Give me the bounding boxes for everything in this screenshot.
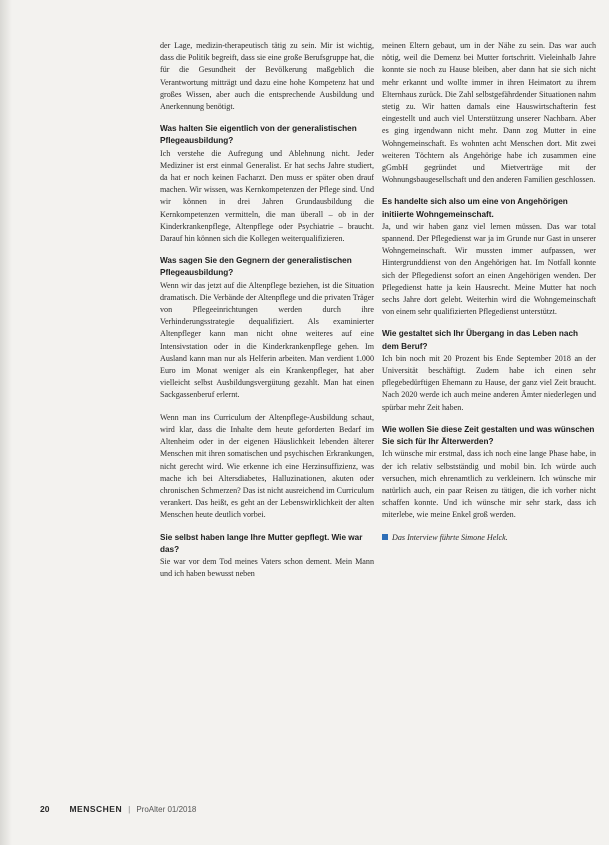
interview-answer: Ich bin noch mit 20 Prozent bis Ende September 2018 an der Universität beschäftigt. Zudem habe ich einen sehr pflegebedürftigen Ehemann zu Hause, der ganz viel Zeit braucht. Nach 2020 werde ich auch meine anderen Ämter niederlegen und spürbar mehr Zeit haben. <box>382 353 596 412</box>
section-name: MENSCHEN <box>69 804 123 814</box>
issue-label: ProAlter 01/2018 <box>136 804 197 814</box>
interview-credit <box>382 532 596 544</box>
paragraph: meinen Eltern gebaut, um in der Nähe zu sein. Das war auch nötig, weil die Demenz bei Mutter fortschritt. Vieleinhalb Jahre konnte sie noch zu Hause bleiben, aber dann hat sie sich nicht mehr erkannt und wollte immer in ihren Heimatort zu ihrem Elternhaus zurück. Die Zahl selbstgefährdender Situationen nahm stetig zu. Wir hatten damals eine Hauswirtschafterin fest eingestellt und auch viel Unterstützung unserer Nachbarn. Aber es ging irgendwann nicht mehr. Dann zog Mutter in eine Wohngemeinschaft. Es wohnten acht Menschen dort. Mit zwei weiteren Töchtern als Angehörige habe ich zusammen eine gGmbH gegründet und Mietverträge mit der Wohnungsbaugesellschaft und den anderen Familien geschlossen. <box>382 41 596 185</box>
interview-answer: Wenn wir das jetzt auf die Altenpflege beziehen, ist die Situation dramatisch. Die Verbände der Altenpflege und die privaten Träger von Pflegeeinrichtungen werden durch ihre Verhinderungsstrategie dequalifiziert. Als examinierter Altenpfleger kann man nicht ohne weiteres auf eine Intensivstation oder in die Kinderkrankenpflege gehen. Im Ausland kann man nur als Helferin arbeiten. Man verdient 1.000 Euro im Monat weniger als ein Krankenpfleger, hat aber vielleicht selbst Ausbildungsvergütung gezahlt. Man hat einen Sackgassenberuf erlernt. <box>160 280 374 400</box>
page-footer <box>40 804 196 814</box>
interview-answer: Ich verstehe die Aufregung und Ablehnung nicht. Jeder Mediziner ist erst einmal Generalist. Er hat sechs Jahre studiert, da hat er noch keinen Facharzt. Den muss er später oben drauf machen. Wir wissen, was Kernkompetenzen der Pflege sind. Und wir können in drei Jahren Grundausbildung die Kernkompetenzen vermitteln, die man überall – ob in der Kinderkrankenpflege, Altenpflege oder Psychiatrie – braucht. Darauf hin können sich die Kollegen weiterqualifizieren. <box>160 148 374 244</box>
interview-question: Wie gestaltet sich Ihr Übergang in das Leben nach dem Beruf? <box>382 329 579 351</box>
interview-question: Was sagen Sie den Gegnern der generalistischen Pflegeausbildung? <box>160 256 352 278</box>
interview-question: Was halten Sie eigentlich von der generalistischen Pflegeausbildung? <box>160 124 357 146</box>
interview-answer: Wenn man ins Curriculum der Altenpflege-Ausbildung schaut, wird klar, dass die Inhalte dem heute geforderten Bedarf im Altenheim oder in der eigenen Häuslichkeit lebenden älterer Menschen mit ihren somatischen und psychischen Erkrankungen, nicht gerecht wird. Wie erkenne ich eine Herzinsuffizienz, was mache ich bei Altersdiabetes, Halluzinationen, akuten oder chronischen Schmerzen? Das ist nicht ausreichend im Curriculum verankert. Das heißt, es geht an der Lebenswirklichkeit der alten Menschen heute deutlich vorbei. <box>160 412 374 520</box>
interview-question: Sie selbst haben lange Ihre Mutter gepflegt. Wie war das? <box>160 532 363 554</box>
footer-separator: | <box>128 804 131 814</box>
page-edge-shadow <box>0 0 12 845</box>
blue-square-icon <box>382 534 388 540</box>
interview-answer: Sie war vor dem Tod meines Vaters schon dement. Mein Mann und ich haben bewusst neben <box>160 556 374 579</box>
credit-text: Das Interview führte Simone Helck. <box>392 532 508 542</box>
page-number: 20 <box>40 804 50 814</box>
left-column <box>160 40 374 590</box>
interview-answer: Ich wünsche mir erstmal, dass ich noch eine lange Phase habe, in der ich relativ selbstständig und mobil bin. Ich würde auch versuchen, mich ehrenamtlich zu verkleinern. Ich wünsche mir natürlich auch, ein paar Reisen zu tätigen, die ich vorher nicht schaffen konnte. Und ich wünsche mir sehr stark, dass ich miterlebe, wie meine Enkel groß werden. <box>382 449 596 520</box>
interview-question: Wie wollen Sie diese Zeit gestalten und was wünschen Sie sich für Ihr Älterwerden? <box>382 424 595 447</box>
right-column <box>382 40 596 554</box>
interview-answer: Ja, und wir haben ganz viel lernen müssen. Das war total spannend. Der Pflegedienst war ja im Grunde nur Gast in unserer Wohngemeinschaft. Wir mussten immer aufpassen, wer Hintergrunddienst von den Angehörigen hat. Im Notfall konnte sich der Pflegedienst sofort an einen Angehörigen wenden. Der Pflegedienst hatte ja kein Hausrecht. Meine Mutter hat noch sechs Jahre dort gelebt. Weiterhin wird die Wohngemeinschaft von einem sehr qualifizierten Pflegedienst unterstützt. <box>382 221 596 317</box>
interview-question: Es handelte sich also um eine von Angehörigen initiierte Wohngemeinschaft. <box>382 197 568 219</box>
paragraph: der Lage, medizin-therapeutisch tätig zu sein. Mir ist wichtig, dass die Politik begreift, dass sie eine große Berufsgruppe hat, die für die Gesundheit der Bevölkerung maßgeblich die Verantwortung mitträgt und dazu eine hohe Kompetenz hat und großes Wissen, aber auch die entsprechende Ausbildung und Anerkennung benötigt. <box>160 41 374 112</box>
